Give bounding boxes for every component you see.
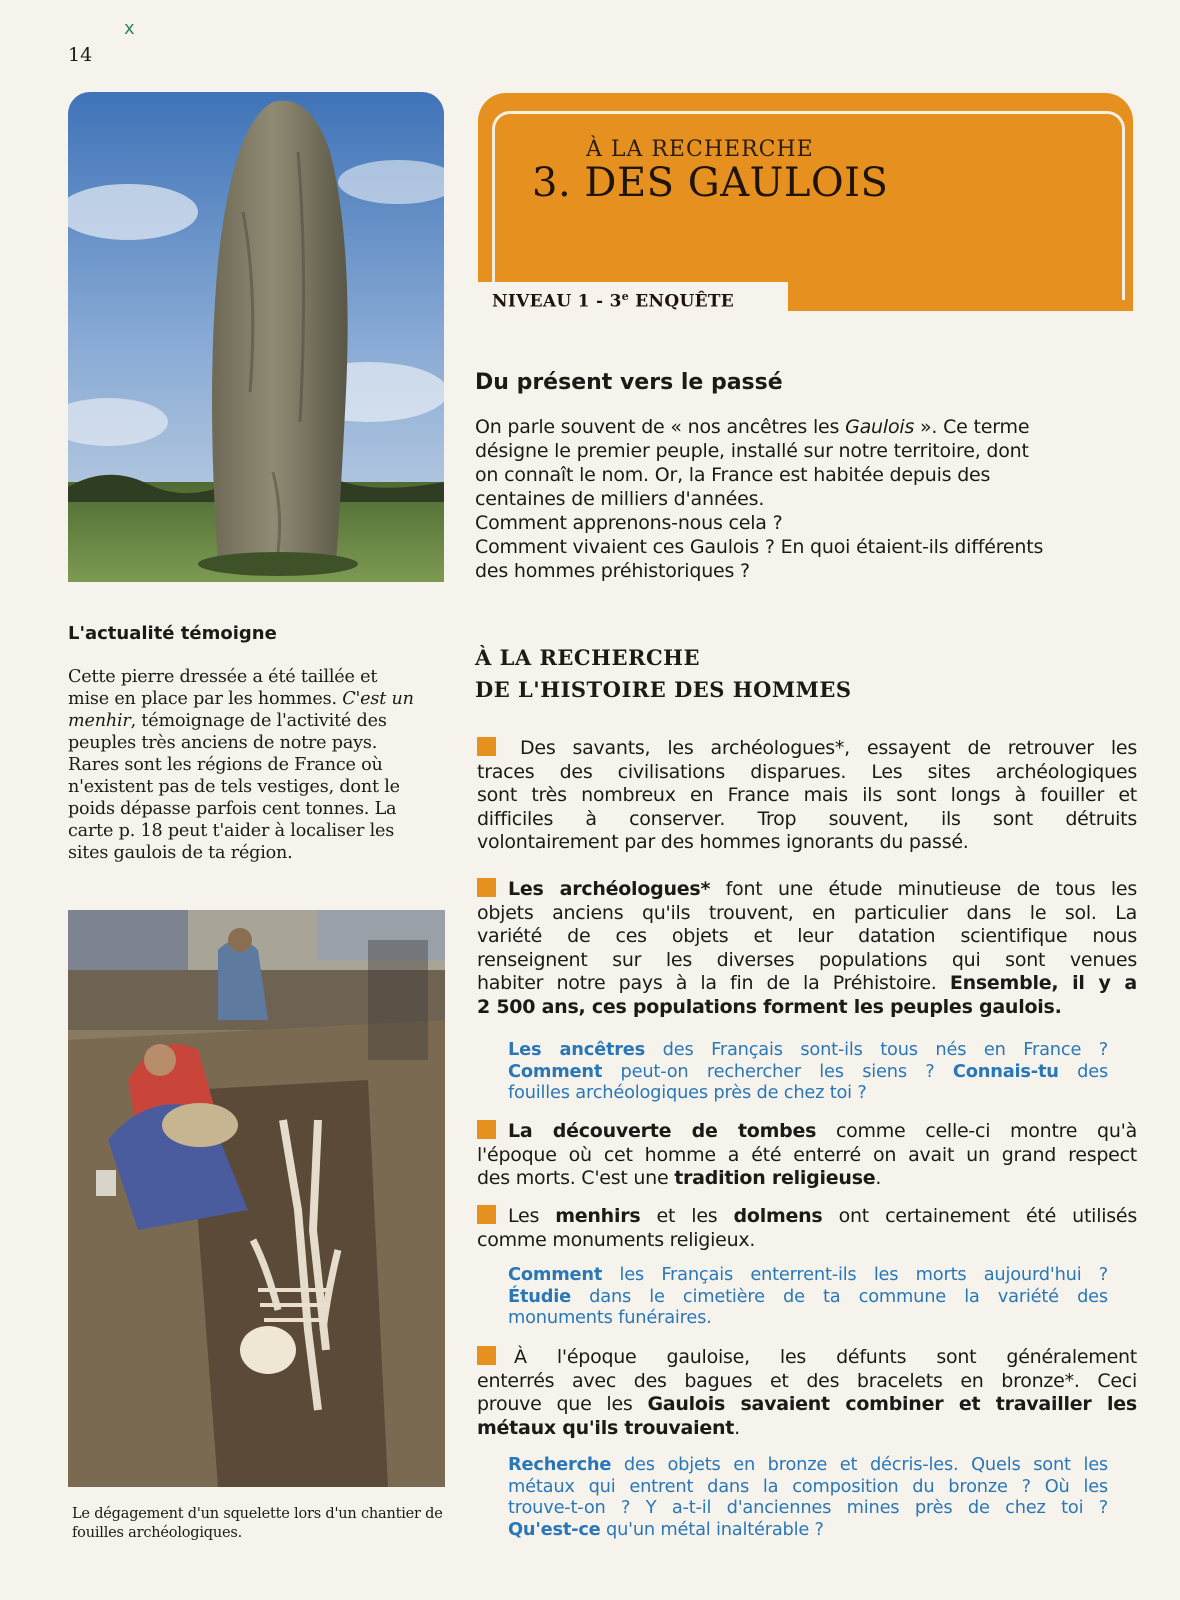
section-heading: À LA RECHERCHE DE L'HISTOIRE DES HOMMES [475, 645, 852, 702]
caption-line: menhir [68, 711, 131, 731]
question-block-cemetery: Comment les Français enterrent-ils les morts aujourd'hui ? Étudie dans le cimetière de ta commune la variété des monuments funéraires. [508, 1264, 1108, 1328]
question-block-bronze: Recherche des objets en bronze et décris-les. Quels sont les métaux qui entrent dans la composition du bronze ? Où les trouve-t-on ? Y a-t-il d'anciennes mines près de chez toi ? Qu'est-ce qu'un métal inaltérable ? [508, 1454, 1108, 1540]
chapter-subtitle: À LA RECHERCHE [586, 137, 814, 162]
paragraph-objects: Les archéologues* font une étude minutieuse de tous les objets anciens qu'ils trouvent, en particulier dans le sol. La variété de ces objets et leur datation scientifique nous renseignent sur les diverses populations qui sont venues habiter notre pays à la fin de la Préhistoire. Ensemble, il y a 2 500 ans, ces populations forment les peuples gaulois. [477, 878, 1137, 1018]
caption-line: carte p. 18 peut t'aider à localiser les [68, 821, 395, 841]
caption-line: Cette pierre dressée a été taillée et [68, 667, 378, 687]
chapter-title: 3. DES GAULOIS [532, 160, 889, 206]
pencil-mark: x [124, 18, 135, 39]
niveau-label: NIVEAU 1 - 3e ENQUÊTE [492, 290, 735, 312]
question-block-ancestors: Les ancêtres des Français sont-ils tous nés en France ? Comment peut-on rechercher les siens ? Connais-tu des fouilles archéologiques près de chez toi ? [508, 1039, 1109, 1103]
caption-line: C'est un [342, 689, 414, 709]
caption-title: L'actualité témoigne [68, 623, 277, 644]
caption-line: sites gaulois de ta région. [68, 843, 293, 863]
excavation-caption [72, 1505, 452, 1543]
paragraph-tombs: La découverte de tombes comme celle-ci montre qu'à l'époque où cet homme a été enterré on avait un grand respect des morts. C'est une tradition religieuse. [477, 1120, 1137, 1189]
bullet-square-icon [477, 1120, 496, 1139]
caption-line: Le dégagement d'un squelette lors d'un chantier de [72, 1506, 443, 1522]
menhir-photo [68, 92, 444, 582]
bullet-square-icon [477, 737, 496, 756]
bullet-square-icon [477, 878, 496, 897]
bullet-square-icon [477, 1205, 496, 1224]
caption-line: , témoignage de l'activité des [130, 711, 387, 731]
caption-line: mise en place par les hommes. [68, 689, 343, 709]
caption-line: poids dépasse parfois cent tonnes. La [68, 799, 397, 819]
menhir-caption [68, 666, 448, 864]
caption-line: n'existent pas de tels vestiges, dont le [68, 777, 400, 797]
caption-line: Rares sont les régions de France où [68, 755, 383, 775]
paragraph-menhirs: Les menhirs et les dolmens ont certainement été utilisés comme monuments religieux. [477, 1205, 1137, 1251]
paragraph-archeologists: Des savants, les archéologues*, essayent de retrouver les traces des civilisations disparues. Les sites archéologiques sont très nombreux en France mais ils sont longs à fouiller et difficiles à conserver. Trop souvent, ils sont détruits volontairement par des hommes ignorants du passé. [477, 737, 1137, 853]
caption-line: peuples très anciens de notre pays. [68, 733, 378, 753]
section-title: Du présent vers le passé [475, 370, 783, 395]
excavation-photo [68, 910, 445, 1487]
page-number: 14 [68, 44, 93, 66]
paragraph-bronze: À l'époque gauloise, les défunts sont généralement enterrés avec des bagues et des bracelets en bronze*. Ceci prouve que les Gaulois savaient combiner et travailler les métaux qu'ils trouvaient. [477, 1346, 1137, 1439]
caption-line: fouilles archéologiques. [72, 1525, 243, 1541]
intro-paragraph: On parle souvent de « nos ancêtres les Gaulois ». Ce terme désigne le premier peuple, installé sur notre territoire, dont on connaît le nom. Or, la France est habitée depuis des centaines de milliers d'années. Comment apprenons-nous cela ? Comment vivaient ces Gaulois ? En quoi étaient-ils différents des hommes préhistoriques ? [475, 416, 1044, 582]
bullet-square-icon [477, 1346, 496, 1365]
